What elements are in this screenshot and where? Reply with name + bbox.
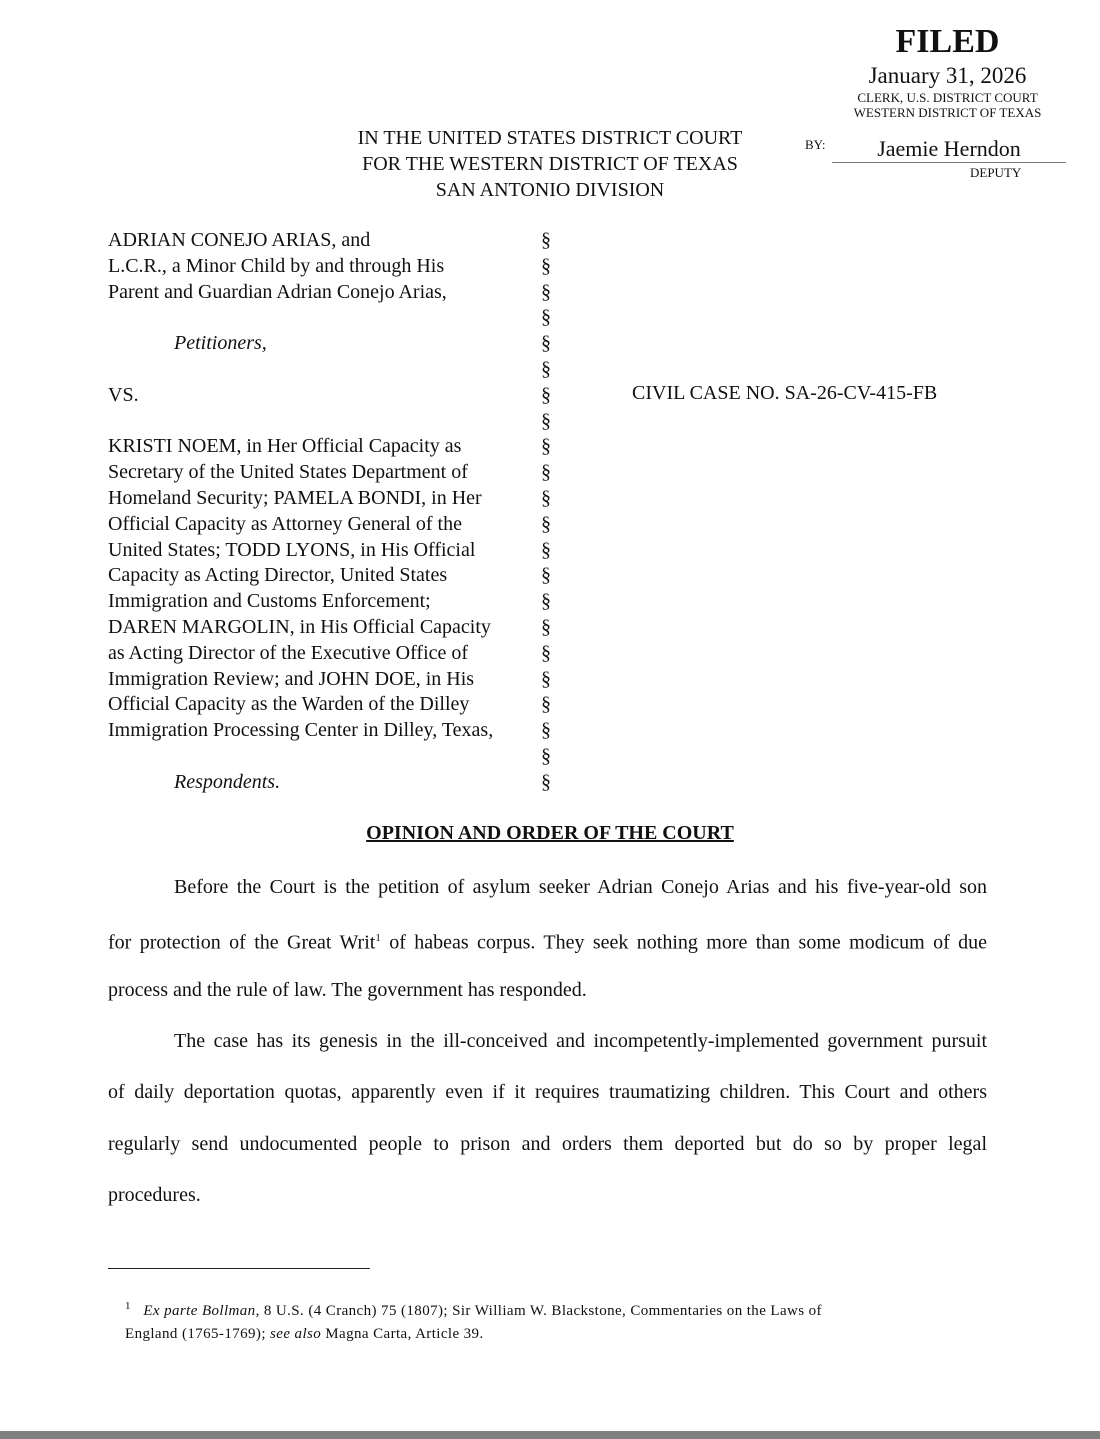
section-symbol: § — [541, 461, 551, 484]
case-number: CIVIL CASE NO. SA-26-CV-415-FB — [632, 382, 938, 404]
footnote-number: 1 — [125, 1300, 131, 1312]
clerk-line-2: WESTERN DISTRICT OF TEXAS — [853, 105, 1042, 120]
section-symbol: § — [541, 512, 551, 535]
section-symbol: § — [541, 435, 551, 458]
caption-line — [108, 744, 493, 770]
deputy-signature: Jaemie Herndon — [832, 136, 1066, 163]
text-line: process and the rule of law. The government has responded. — [108, 978, 587, 1001]
section-symbol: § — [541, 254, 551, 277]
section-symbol: § — [541, 770, 551, 793]
text-line: of daily deportation quotas, apparently even if it requires traumatizing children. This Court and others — [108, 1081, 987, 1104]
text-span: for protection of the Great Writ — [108, 932, 376, 955]
court-line: FOR THE WESTERN DISTRICT OF TEXAS — [362, 153, 738, 175]
footnote-divider — [108, 1268, 370, 1269]
section-symbol: § — [541, 357, 551, 380]
court-heading — [300, 125, 800, 203]
section-symbol: § — [541, 280, 551, 303]
court-line: IN THE UNITED STATES DISTRICT COURT — [357, 127, 743, 149]
caption-line: Immigration and Customs Enforcement; — [108, 590, 431, 613]
court-line: SAN ANTONIO DIVISION — [435, 179, 665, 201]
case-caption-parties — [108, 228, 493, 796]
section-symbol: § — [541, 744, 551, 767]
caption-line: Parent and Guardian Adrian Conejo Arias, — [108, 280, 447, 303]
caption-line: KRISTI NOEM, in Her Official Capacity as — [108, 435, 462, 458]
document-title: OPINION AND ORDER OF THE COURT — [366, 822, 734, 844]
caption-line: ADRIAN CONEJO ARIAS, and — [108, 229, 371, 251]
signal: see also — [270, 1326, 322, 1342]
section-symbol: § — [541, 229, 551, 251]
text-line: The case has its genesis in the ill-conceived and incompetently-implemented government pursuit — [174, 1030, 987, 1052]
caption-line: Capacity as Acting Director, United States — [108, 564, 448, 587]
caption-line — [108, 409, 493, 435]
caption-line: Petitioners, — [174, 332, 267, 355]
by-label: BY: — [805, 137, 826, 152]
caption-line: VS. — [108, 383, 139, 406]
case-name: Ex parte Bollman — [143, 1303, 256, 1319]
caption-line — [108, 357, 493, 383]
filed-stamp — [800, 22, 1075, 120]
section-symbol: § — [541, 667, 551, 690]
text-line: Before the Court is the petition of asylum seeker Adrian Conejo Arias and his five-year-old son — [174, 876, 987, 898]
section-symbol: § — [541, 615, 551, 638]
section-symbol: § — [541, 486, 551, 509]
section-symbol: § — [541, 719, 551, 742]
caption-line: L.C.R., a Minor Child by and through His — [108, 254, 445, 277]
text-span: England (1765-1769); — [125, 1326, 271, 1342]
caption-line: Secretary of the United States Department of — [108, 461, 468, 484]
text-span: , 8 U.S. (4 Cranch) 75 (1807); Sir William W. Blackstone, Commentaries on the Laws of — [255, 1303, 822, 1319]
footnote — [125, 1295, 822, 1346]
text-span: of habeas corpus. They seek nothing more than some modicum of due — [380, 932, 987, 955]
paragraph-1 — [108, 874, 987, 1028]
caption-line: Respondents. — [174, 770, 281, 793]
section-symbol: § — [541, 564, 551, 587]
caption-line: Immigration Processing Center in Dilley, Texas, — [108, 719, 494, 742]
deputy-label: DEPUTY — [970, 165, 1022, 180]
paragraph-2 — [108, 1028, 987, 1234]
caption-line: Immigration Review; and JOHN DOE, in His — [108, 667, 475, 690]
clerk-line-1: CLERK, U.S. DISTRICT COURT — [857, 90, 1038, 105]
section-symbol: § — [541, 306, 551, 329]
caption-line: Homeland Security; PAMELA BONDI, in Her — [108, 486, 482, 509]
section-symbol-column — [541, 228, 551, 796]
caption-line: as Acting Director of the Executive Office of — [108, 641, 469, 664]
caption-line — [108, 305, 493, 331]
section-symbol: § — [541, 590, 551, 613]
caption-line: United States; TODD LYONS, in His Official — [108, 538, 476, 561]
text-line: regularly send undocumented people to prison and orders them deported but do so by proper legal — [108, 1132, 987, 1155]
text-line — [108, 925, 987, 976]
section-symbol: § — [541, 409, 551, 432]
filed-label: FILED — [895, 23, 1000, 60]
viewer-bottom-bar — [0, 1431, 1100, 1439]
caption-line: Official Capacity as Attorney General of the — [108, 512, 462, 535]
text-span: Magna Carta, Article 39. — [321, 1326, 484, 1342]
filed-date: January 31, 2026 — [868, 63, 1027, 88]
section-symbol: § — [541, 332, 551, 355]
text-line: procedures. — [108, 1184, 201, 1207]
section-symbol: § — [541, 538, 551, 561]
caption-line: Official Capacity as the Warden of the Dilley — [108, 693, 470, 716]
section-symbol: § — [541, 383, 551, 406]
section-symbol: § — [541, 693, 551, 716]
footnote-ref: 1 — [375, 932, 381, 945]
caption-line: DAREN MARGOLIN, in His Official Capacity — [108, 615, 491, 638]
section-symbol: § — [541, 641, 551, 664]
